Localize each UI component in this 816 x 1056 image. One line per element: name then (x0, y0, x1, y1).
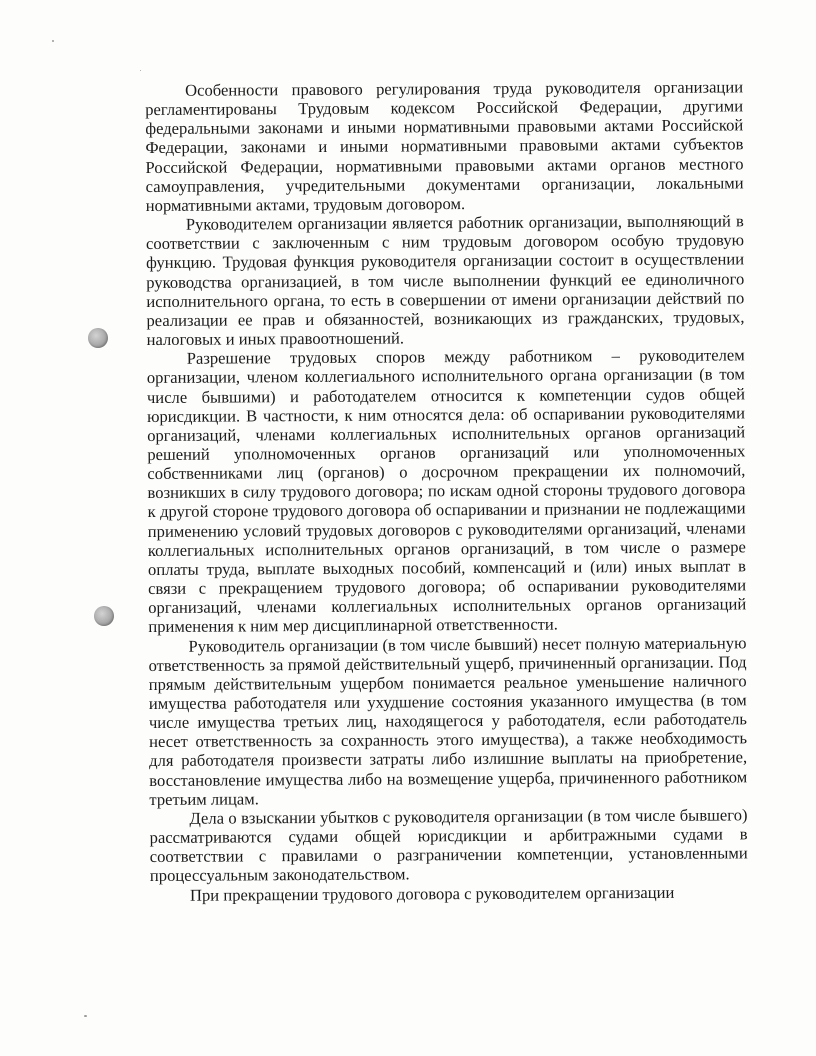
paragraph-damages-cases: Дела о взыскании убытков с руководителя организации (в том числе бывшего) рассматриваются судами общей юрисдикции и арбитражными судами в соответствии с правилами о разграничении компетенции, установленными процессуальным законодательством. (149, 805, 748, 886)
scan-speck (84, 1015, 87, 1017)
paragraph-legal-regulation: Особенности правового регулирования труда руководителя организации регламентированы Трудовым кодексом Российской Федерации, другими федеральными законами и иными нормативными правовыми актами Российской Федерации, законами и иными нормативными правовыми актами субъектов Российской Федерации, нормативными правовыми актами органов местного самоуправления, учредительными документами организации, локальными нормативными актами, трудовым договором. (145, 77, 744, 215)
punch-hole-icon (88, 328, 108, 348)
scan-speck (52, 40, 54, 42)
paragraph-labor-disputes: Разрешение трудовых споров между работником – руководителем организации, членом коллегиального исполнительного органа организации (в том числе бывшими) и работодателем относится к компетенции судов общей юрисдикции. В частности, к ним относятся дела: об оспаривании руководителями организаций, членами коллегиальных исполнительных органов организаций решений уполномоченных органов организаций или уполномоченных собственниками лиц (органов) о досрочном прекращении их полномочий, возникших в силу трудового договора; по искам одной стороны трудового договора к другой стороне трудового договора об оспаривании и признании не подлежащими применению условий трудовых договоров с руководителями организаций, членами коллегиальных исполнительных органов организаций, в том числе о размере оплаты труда, выплате выходных пособий, компенсаций и (или) иных выплат в связи с прекращением трудового договора; об оспаривании руководителями организаций, членами коллегиальных исполнительных органов организаций применения к ним мер дисциплинарной ответственности. (146, 345, 747, 637)
paragraph-material-liability: Руководитель организации (в том числе бывший) несет полную материальную ответственность за прямой действительный ущерб, причиненный организации. Под прямым действительным ущербом понимается реальное уменьшение наличного имущества работодателя или ухудшение состояния указанного имущества (в том числе имущества третьих лиц, находящегося у работодателя, если работодатель несет ответственность за сохранность этого имущества), а также необходимость для работодателя произвести затраты либо излишние выплаты на приобретение, восстановление имущества либо на возмещение ущерба, причиненного работником третьим лицам. (148, 632, 748, 809)
paragraph-contract-termination: При прекращении трудового договора с руководителем организации (189, 882, 675, 905)
paragraph-head-definition: Руководителем организации является работник организации, выполняющий в соответствии с заключенным с ним трудовым договором особую трудовую функцию. Трудовая функция руководителя организации состоит в осуществлении руководства организацией, в том числе выполнении функций ее единоличного исполнительного органа, то есть в совершении от имени организации действий по реализации ее прав и обязанностей, возникающих из гражданских, трудовых, налоговых и иных правоотношений. (145, 211, 745, 350)
scan-speck (140, 70, 141, 71)
punch-hole-icon (94, 606, 114, 626)
document-body (145, 77, 748, 904)
